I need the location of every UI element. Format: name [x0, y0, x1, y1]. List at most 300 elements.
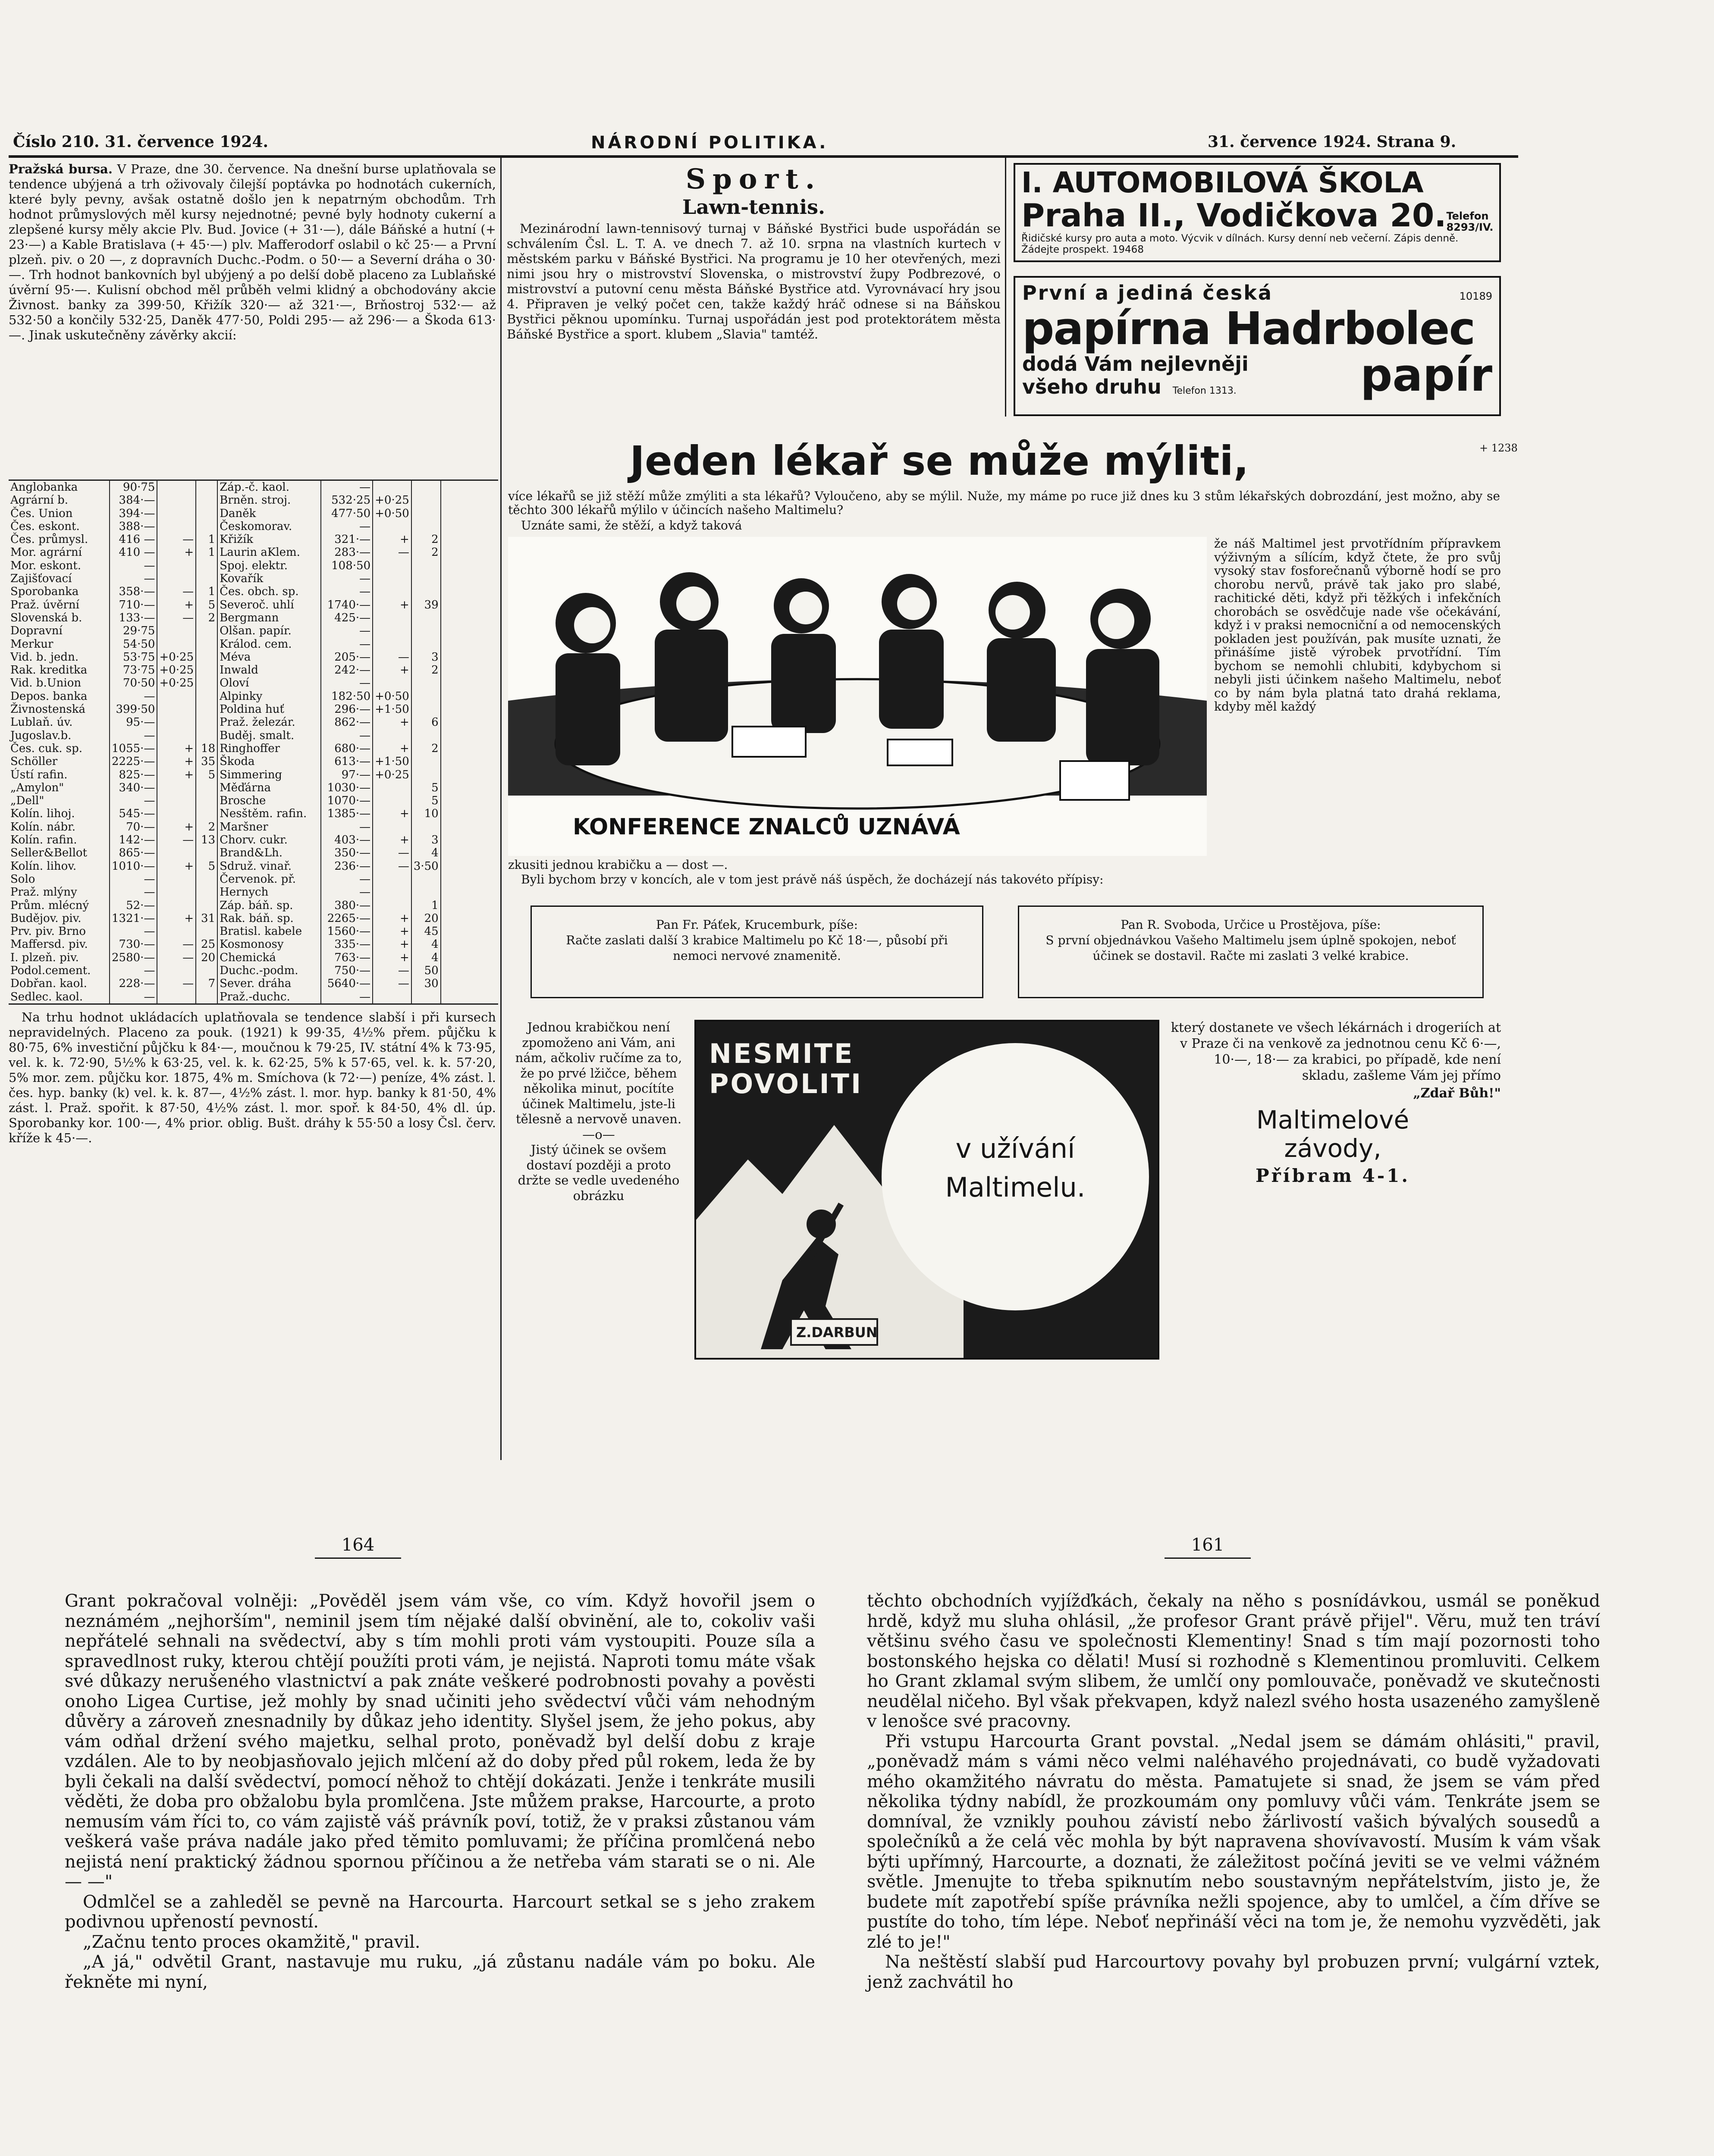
bursa-price: 228·—: [110, 977, 157, 990]
bursa-row: [9, 951, 217, 964]
bursa-price: 1321·—: [110, 912, 157, 925]
bursa-price: 283·—: [321, 546, 373, 559]
bursa-sign: [373, 794, 411, 807]
bursa-price: 70·50: [110, 677, 157, 689]
bursa-name: Duchc.-podm.: [218, 964, 321, 977]
bursa-row: [9, 533, 217, 546]
bursa-row: [218, 873, 441, 886]
book-on-table: [732, 727, 806, 757]
bursa-name: Záp.-č. kaol.: [218, 481, 321, 494]
maltimel-under: zkusiti jednou krabičku a — dost —.: [508, 858, 728, 872]
bursa-sign: +0·50: [373, 690, 411, 703]
bursa-name: Ringhoffer: [218, 742, 321, 755]
bursa-change: [196, 964, 217, 977]
bursa-change: [411, 611, 441, 624]
bursa-price: 1740·—: [321, 599, 373, 611]
maltimel-under2: Byli bychom brzy v koncích, ale v tom jest právě náš úspěch, že docházejí nás takovéto přípisy:: [521, 872, 1104, 887]
sport-section: [507, 163, 1001, 343]
bursa-row: [218, 899, 441, 912]
bursa-row: [218, 599, 441, 611]
bursa-row: [9, 481, 217, 494]
bursa-price: 52·—: [110, 899, 157, 912]
bursa-name: Čes. eskont.: [9, 520, 110, 533]
bursa-row: [9, 494, 217, 507]
bursa-price: 95·—: [110, 716, 157, 729]
bursa-sign: [373, 572, 411, 585]
bursa-sign: —: [157, 611, 196, 624]
bursa-sign: +0·25: [373, 768, 411, 781]
bursa-sign: [373, 585, 411, 598]
bursa-sign: +0·50: [373, 507, 411, 520]
bursa-name: Nesštěm. rafin.: [218, 807, 321, 820]
bursa-name: Českomorav.: [218, 520, 321, 533]
maltimel-separator: —o—: [582, 1127, 615, 1142]
bursa-row: [9, 742, 217, 755]
maltimel-intro-block: [508, 489, 1500, 533]
bursa-change: [196, 925, 217, 938]
bursa-change: [196, 781, 217, 794]
maltimel-code: + 1238: [1479, 442, 1518, 454]
bursa-change: [196, 846, 217, 859]
bursa-sign: +: [373, 834, 411, 846]
bursa-name: Praž. úvěrní: [9, 599, 110, 611]
bursa-row: [218, 990, 441, 1003]
bursa-row: [9, 599, 217, 611]
bursa-sign: [157, 507, 196, 520]
hadrbolec-line3: dodá Vám nejlevněji: [1022, 352, 1249, 376]
bursa-price: —: [110, 925, 157, 938]
poster-brand: Z.DARBUN: [796, 1324, 878, 1341]
book-left-para: „A já," odvětil Grant, nastavuje mu ruku, „já zůstanu nadále vám po boku. Ale řekněte mi nyní,: [65, 1952, 815, 1992]
bursa-price: —: [321, 585, 373, 598]
bursa-price: 680·—: [321, 742, 373, 755]
bursa-change: 2: [196, 611, 217, 624]
bursa-sign: [157, 572, 196, 585]
bursa-name: Lublaň. úv.: [9, 716, 110, 729]
bursa-row: [9, 925, 217, 938]
bursa-sign: [373, 559, 411, 572]
page-number-rule: [315, 1557, 401, 1559]
bursa-sign: —: [373, 860, 411, 873]
bursa-change: 3·50: [411, 860, 441, 873]
bursa-change: 4: [411, 846, 441, 859]
bursa-row: [218, 755, 441, 768]
bursa-name: Inwald: [218, 664, 321, 677]
bursa-sign: +: [157, 860, 196, 873]
bursa-change: [196, 651, 217, 664]
bursa-name: Spoj. elektr.: [218, 559, 321, 572]
bursa-sign: +: [373, 742, 411, 755]
book-page-right-number: 161: [1191, 1535, 1224, 1555]
bursa-name: Severoč. uhlí: [218, 599, 321, 611]
letter-svoboda-text: S první objednávkou Vašeho Maltimelu jsem úplně spokojen, neboť účinek se dostavil. Račte mi zaslati 3 velké krabice.: [1045, 933, 1456, 963]
bursa-change: [196, 873, 217, 886]
bursa-price: 388·—: [110, 520, 157, 533]
conference-caption: KONFERENCE ZNALCŮ UZNÁVÁ: [573, 814, 960, 840]
bursa-row: [9, 677, 217, 689]
bursa-change: [411, 886, 441, 899]
bursa-price: —: [321, 821, 373, 834]
bursa-sign: +: [157, 755, 196, 768]
bursa-row: [9, 611, 217, 624]
header-title: NÁRODNÍ POLITIKA.: [591, 133, 829, 153]
bursa-row: [9, 768, 217, 781]
bursa-price: 2225·—: [110, 755, 157, 768]
bursa-name: Dobřan. kaol.: [9, 977, 110, 990]
bursa-name: Kolín. lihoj.: [9, 807, 110, 820]
autoskola-info: Řidičské kursy pro auta a moto. Výcvik v dílnách. Kursy denní neb večerní. Zápis denně. Žádejte prospekt. 19468: [1021, 233, 1459, 255]
bursa-sign: [373, 481, 411, 494]
bursa-change: 1: [411, 899, 441, 912]
maltimel-left-text: Jednou krabičkou není zpomoženo ani Vám, ani nám, ačkoliv ručíme za to, že po prvé lžičce, během několika minut, pocítíte účinek Maltimelu, jste-li tělesně a nervově unaven.: [515, 1020, 682, 1126]
bursa-row: [9, 638, 217, 651]
bursa-change: [411, 703, 441, 716]
bursa-row: [218, 912, 441, 925]
bursa-sign: +: [373, 533, 411, 546]
bursa-name: Kovařík: [218, 572, 321, 585]
bursa-name: Praž.-duchc.: [218, 990, 321, 1003]
bursa-change: [411, 821, 441, 834]
bursa-change: 31: [196, 912, 217, 925]
header-rule: [9, 155, 1518, 158]
bursa-change: [411, 481, 441, 494]
bursa-change: [411, 572, 441, 585]
bursa-row: [9, 520, 217, 533]
bursa-sign: +: [373, 716, 411, 729]
bursa-price: 236·—: [321, 860, 373, 873]
bursa-sign: [157, 899, 196, 912]
bursa-article: [9, 162, 496, 344]
bursa-change: 4: [411, 938, 441, 951]
bursa-row: [218, 846, 441, 859]
bursa-price: 70·—: [110, 821, 157, 834]
letter-svoboda: [1018, 906, 1484, 998]
bursa-sign: —: [373, 846, 411, 859]
bursa-row: [9, 755, 217, 768]
bursa-change: 7: [196, 977, 217, 990]
bursa-sign: +: [157, 742, 196, 755]
bursa-name: Králod. cem.: [218, 638, 321, 651]
bursa-name: Dopravní: [9, 624, 110, 637]
bursa-row: [218, 768, 441, 781]
bursa-name: Méva: [218, 651, 321, 664]
bursa-name: Ústí rafin.: [9, 768, 110, 781]
bursa-row: [9, 729, 217, 742]
bursa-sign: [373, 873, 411, 886]
bursa-sign: [157, 886, 196, 899]
bursa-change: 30: [411, 977, 441, 990]
bursa-row: [9, 807, 217, 820]
bursa-row: [9, 846, 217, 859]
maltimel-right-col: [1165, 1020, 1501, 1184]
bursa-name: Slovenská b.: [9, 611, 110, 624]
bursa-sign: [157, 559, 196, 572]
bursa-name: Kolín. rafin.: [9, 834, 110, 846]
bursa-sign: [157, 481, 196, 494]
bursa-sign: —: [373, 977, 411, 990]
book-right-para: Při vstupu Harcourta Grant povstal. „Nedal jsem se dámám ohlásiti," pravil, „poněvadž mám s vámi něco velmi naléhavého projednávati, co budě vyžadovati mého okamžitého návratu do města. Pamatujete si snad, že jsem se vám před několika týdny nabídl, že prozkoumám ony pomluvy vůči vám. Tenkráte jsem se domníval, že vznikly pouhou závistí nebo žárlivostí vašich bývalých sousedů a společníků a že celá věc mohla by být napravena shovívavostí. Musím k vám však býti upřímný, Harcourte, a doznati, že záležitost počíná jeviti se ve velmi vážném světle. Jmenujte to třeba spiknutím nebo soustavným nepřátelstvím, jisto je, že budete mít zapotřebí spíše právníka nežli spojence, aby to umlčel, a čím dříve se pustíte do toho, tím lépe. Neboť nepřináší věci na tom je, že nemohu vyzvěděti, jak zlé to je!": [867, 1731, 1600, 1952]
bursa-change: 45: [411, 925, 441, 938]
book-right-para: těchto obchodních vyjížďkách, čekaly na něho s posnídávkou, usmál se poněkud hrdě, když mu sluha ohlásil, „že profesor Grant právě přijel". Věru, muž ten tráví většinu svého času ve společnosti Klementiny! Snad s tím mají pozornosti toho bostonského hejska co dělati! Musí si rozhodně s Klementinou promluviti. Celkem ho Grant zklamal svým slibem, že umlčí ony pomlouvače, poněvadž ve skutečnosti neudělal ničeho. Byl však překvapen, když nalezl svého hosta usazeného zamyšleně v lenošce své pracovny.: [867, 1591, 1600, 1731]
bursa-row: [9, 559, 217, 572]
bursa-change: 2: [411, 546, 441, 559]
bursa-price: —: [321, 638, 373, 651]
bursa-sign: —: [157, 533, 196, 546]
bursa-row: [218, 520, 441, 533]
bursa-change: 3: [411, 834, 441, 846]
bursa-name: Mor. eskont.: [9, 559, 110, 572]
bursa-change: [196, 716, 217, 729]
bursa-name: Kolín. nábr.: [9, 821, 110, 834]
bursa-change: [411, 559, 441, 572]
bursa-sign: +0·25: [157, 664, 196, 677]
bursa-sign: +0·25: [157, 677, 196, 689]
bursa-row: [9, 834, 217, 846]
conference-illustration: [508, 537, 1207, 856]
letter-patek-name: Pan Fr. Páťek, Krucemburk, píše:: [656, 918, 858, 932]
bursa-name: Seller&Bellot: [9, 846, 110, 859]
bursa-change: 2: [196, 821, 217, 834]
bursa-price: 142·—: [110, 834, 157, 846]
bursa-price: 865·—: [110, 846, 157, 859]
bursa-row: [9, 572, 217, 585]
bursa-bonds-text: Na trhu hodnot ukládacích uplatňovala se tendence slabší i při kursech nepravidelných. Placeno za pouk. (1921) k 99·35, 4½% přem. půjčku k 80·75, 6% investiční půjčku k 84·—, moučnou k 79·25, IV. státní 4% k 73·95, vel. k. k. 72·90, 5½% k 63·25, vel. k. k. 62·25, 5% k 57·65, vel. k. k. 57·20, 5% mor. zem. půjčku kor. 1875, 4% m. Smíchova (k 72·—) peníze, 4% zást. l. čes. hyp. banky (k) vel. k. k. 87—, 4½% zást. l. mor. hyp. banky k 81·50, 4% zást. l. Praž. spořit. k 87·50, 4½% zást. l. mor. spoř. k 84·50, 4% dl. úp. Sporobanky kor. 100·—, 4% prior. oblig. Bušt. dráhy k 55·50 a losy Čsl. červ. kříže k 45·—.: [9, 1010, 496, 1145]
bursa-change: [411, 690, 441, 703]
bursa-name: Křižík: [218, 533, 321, 546]
bursa-price: —: [321, 624, 373, 637]
bursa-name: Daněk: [218, 507, 321, 520]
bursa-price: 73·75: [110, 664, 157, 677]
maltimel-headline: Jeden lékař se může mýliti,: [630, 438, 1249, 485]
bursa-name: Živnostenská: [9, 703, 110, 716]
bursa-price: 403·—: [321, 834, 373, 846]
bursa-sign: [157, 716, 196, 729]
bursa-change: [411, 624, 441, 637]
bursa-sign: —: [157, 977, 196, 990]
bursa-row: [218, 546, 441, 559]
sport-text: Mezinárodní lawn-tennisový turnaj v Báňské Bystřici bude uspořádán se schválením Čsl. L. T. A. ve dnech 7. až 10. srpna na vlastních kurtech v městském parku v Báňské Bystřici. Na programu je 10 her otevřených, mezi nimi jsou hry o mistrovství Slovenska, o mistrovství župy Podbrezové, o mistrovství a putovní cenu města Báňské Bystřice atd. Vyrovnávací hry jsou 4. Připraven je velký počet cen, takže každý hráč odnese si na Báňskou Bystřici pěknou upomínku. Turnaj uspořádán jest pod protektorátem města Báňské Bystřice a sport. klubem „Slavia" tamtéž.: [507, 221, 1001, 342]
bursa-change: [196, 481, 217, 494]
autoskola-ad: [1014, 163, 1501, 262]
bursa-sign: [373, 638, 411, 651]
header-left: Číslo 210. 31. července 1924.: [13, 133, 269, 151]
bursa-name: Měďárna: [218, 781, 321, 794]
bursa-name: Čes. průmysl.: [9, 533, 110, 546]
bursa-sign: [157, 781, 196, 794]
bursa-sign: +: [373, 807, 411, 820]
bursa-name: Praž. železár.: [218, 716, 321, 729]
bursa-price: 296·—: [321, 703, 373, 716]
bursa-price: 750·—: [321, 964, 373, 977]
bursa-row: [9, 912, 217, 925]
bursa-price: 242·—: [321, 664, 373, 677]
bursa-name: Prv. piv. Brno: [9, 925, 110, 938]
bursa-row: [9, 664, 217, 677]
bursa-name: Alpinky: [218, 690, 321, 703]
bursa-price: 710·—: [110, 599, 157, 611]
bursa-change: [411, 990, 441, 1003]
bursa-sign: +1·50: [373, 703, 411, 716]
bursa-price: 825·—: [110, 768, 157, 781]
bursa-row: [9, 794, 217, 807]
bursa-sign: [157, 873, 196, 886]
bursa-row: [218, 572, 441, 585]
sport-article: [507, 221, 1001, 342]
bursa-sign: —: [157, 834, 196, 846]
bursa-price: 399·50: [110, 703, 157, 716]
bursa-row: [218, 807, 441, 820]
bursa-price: —: [321, 677, 373, 689]
bursa-change: 2: [411, 533, 441, 546]
bursa-sign: [157, 964, 196, 977]
bursa-row: [9, 781, 217, 794]
bursa-name: Vid. b. jedn.: [9, 651, 110, 664]
bursa-name: Oloví: [218, 677, 321, 689]
bursa-sign: [373, 821, 411, 834]
bursa-text: V Praze, dne 30. července. Na dnešní burse uplatňovala se tendence ubýjená a trh oživovaly čilejší poptávka po hodnotách cukerních, které byly pevny, avšak ostatně došlo jen k nepatrným obchodům. Trh hodnot průmyslových měl kursy nejednotné; pevné byly hodnoty cukerní a zlepšené kursy měly akcie Plv. Bud. Jovice (+ 31·—), dále Báňské a hutní (+ 23·—) a Kable Bratislava (+ 45·—) plv. Mafferodorf oslabil o kč 25·— a První plzeň. piv. o 20 —, z dopravních Duchc.-Podm. o 50·— a Severní dráha o 30·—. Trh hodnot bankovních byl ubýjený a po delší době placeno za Lublaňské úvěrní 95·—. Kulisní obchod měl průběh velmi klidný a obchodovány akcie Živnost. banky za 399·50, Křižík 320·— až 321·—, Brňostroj 532·— až 532·50 a končily 532·25, Daněk 477·50, Poldi 295·— až 296·— a Škoda 613·—. Jinak uskutečněny závěrky akcií:: [9, 162, 496, 342]
maltimel-zavody2: závody,: [1284, 1134, 1381, 1163]
maltimel-right-text-block: [1214, 537, 1501, 714]
bursa-row: [9, 546, 217, 559]
bursa-row: [218, 481, 441, 494]
bursa-sign: +1·50: [373, 755, 411, 768]
bursa-price: 380·—: [321, 899, 373, 912]
letter-patek: [531, 906, 983, 998]
bursa-sign: [157, 729, 196, 742]
bursa-row: [218, 886, 441, 899]
bursa-sign: [373, 729, 411, 742]
book-right-para: Na neštěstí slabší pud Harcourtovy povahy byl probuzen první; vulgární vztek, jenž zachvátil ho: [867, 1952, 1600, 1992]
letter-patek-text: Račte zaslati další 3 krabice Maltimelu po Kč 18·—, působí při nemoci nervové znamenitě.: [566, 933, 948, 963]
bursa-row: [218, 664, 441, 677]
bursa-sign: [157, 807, 196, 820]
bursa-change: [411, 494, 441, 507]
bursa-change: 5: [196, 768, 217, 781]
bursa-sign: [157, 990, 196, 1003]
bursa-price: 205·—: [321, 651, 373, 664]
autoskola-title: I. AUTOMOBILOVÁ ŠKOLA: [1021, 166, 1424, 199]
bursa-price: 477·50: [321, 507, 373, 520]
bursa-row: [218, 703, 441, 716]
bursa-sign: —: [373, 546, 411, 559]
bursa-change: [196, 507, 217, 520]
bursa-change: [411, 507, 441, 520]
maltimel-intro: více lékařů se již stěží může zmýliti a sta lékařů? Vyloučeno, aby se mýlil. Nuže, my máme po ruce již dnes ku 3 stům lékařských dobrozdání, jest možno, aby se těchto 300 lékařů mýlilo v účincích našeho Maltimelu?: [508, 489, 1500, 517]
bursa-sign: [157, 690, 196, 703]
bursa-row: [218, 624, 441, 637]
bursa-change: 2: [411, 664, 441, 677]
bursa-price: —: [110, 729, 157, 742]
bursa-name: Čes. cuk. sp.: [9, 742, 110, 755]
bursa-change: 20: [411, 912, 441, 925]
bursa-row: [218, 964, 441, 977]
bursa-change: 18: [196, 742, 217, 755]
bursa-row: [218, 690, 441, 703]
hadrbolec-name: papírna Hadrbolec: [1022, 302, 1475, 355]
bursa-name: Maršner: [218, 821, 321, 834]
book-left-para: „Začnu tento proces okamžitě," pravil.: [83, 1932, 421, 1952]
bursa-row: [218, 716, 441, 729]
bursa-sign: +: [373, 925, 411, 938]
bursa-change: [411, 638, 441, 651]
bursa-change: 50: [411, 964, 441, 977]
maltimel-uznate: Uznáte sami, že stěží, a když taková: [521, 518, 742, 533]
bursa-name: Škoda: [218, 755, 321, 768]
bursa-name: Depos. banka: [9, 690, 110, 703]
bursa-row: [218, 729, 441, 742]
bursa-row: [9, 860, 217, 873]
bursa-title: Pražská bursa.: [9, 162, 113, 176]
hadrbolec-phone: Telefon 1313.: [1172, 385, 1237, 396]
poster-text1: v užívání: [955, 1133, 1075, 1164]
bursa-row: [218, 651, 441, 664]
bursa-price: 108·50: [321, 559, 373, 572]
hadrbolec-papir: papír: [1360, 349, 1492, 401]
bursa-name: Zajišťovací: [9, 572, 110, 585]
bursa-name: I. plzeň. piv.: [9, 951, 110, 964]
bursa-price: —: [110, 873, 157, 886]
bursa-row: [9, 585, 217, 598]
bursa-price: 394·—: [110, 507, 157, 520]
bursa-name: Anglobanka: [9, 481, 110, 494]
bursa-sign: —: [157, 951, 196, 964]
bursa-name: Solo: [9, 873, 110, 886]
bursa-row: [9, 938, 217, 951]
bursa-name: Rak. báň. sp.: [218, 912, 321, 925]
bursa-price: 1055·—: [110, 742, 157, 755]
bursa-row: [9, 873, 217, 886]
bursa-sign: +: [157, 546, 196, 559]
bursa-price: 54·50: [110, 638, 157, 651]
bursa-name: Podol.cement.: [9, 964, 110, 977]
bursa-price: —: [110, 572, 157, 585]
bursa-sign: [157, 520, 196, 533]
maltimel-left-text2: Jistý účinek se ovšem dostaví později a proto držte se vedle uvedeného obrázku: [518, 1142, 680, 1203]
bursa-change: 4: [411, 951, 441, 964]
bursa-name: Kolín. lihov.: [9, 860, 110, 873]
bursa-row: [218, 742, 441, 755]
bursa-price: 1385·—: [321, 807, 373, 820]
bursa-change: [411, 755, 441, 768]
bursa-change: 13: [196, 834, 217, 846]
bursa-price: 1010·—: [110, 860, 157, 873]
bursa-name: Čes. Union: [9, 507, 110, 520]
bursa-change: 3: [411, 651, 441, 664]
bursa-row: [9, 624, 217, 637]
bursa-table: [9, 479, 498, 1005]
bursa-name: Schöller: [9, 755, 110, 768]
bursa-change: 6: [411, 716, 441, 729]
bursa-table-right: [218, 481, 441, 1003]
bursa-name: Chemická: [218, 951, 321, 964]
bursa-price: —: [110, 690, 157, 703]
poster-title: NESMITE POVOLITI: [709, 1038, 863, 1100]
bursa-price: 53·75: [110, 651, 157, 664]
bursa-sign: +: [373, 599, 411, 611]
bursa-price: —: [110, 964, 157, 977]
bursa-row: [218, 821, 441, 834]
bursa-change: [196, 624, 217, 637]
bursa-price: 29·75: [110, 624, 157, 637]
bursa-price: 90·75: [110, 481, 157, 494]
bursa-row: [9, 899, 217, 912]
bursa-price: —: [321, 990, 373, 1003]
bursa-price: 545·—: [110, 807, 157, 820]
bursa-name: Sdruž. vinař.: [218, 860, 321, 873]
book-page-left: [65, 1591, 815, 1992]
bursa-name: Záp. báň. sp.: [218, 899, 321, 912]
bursa-price: —: [321, 873, 373, 886]
